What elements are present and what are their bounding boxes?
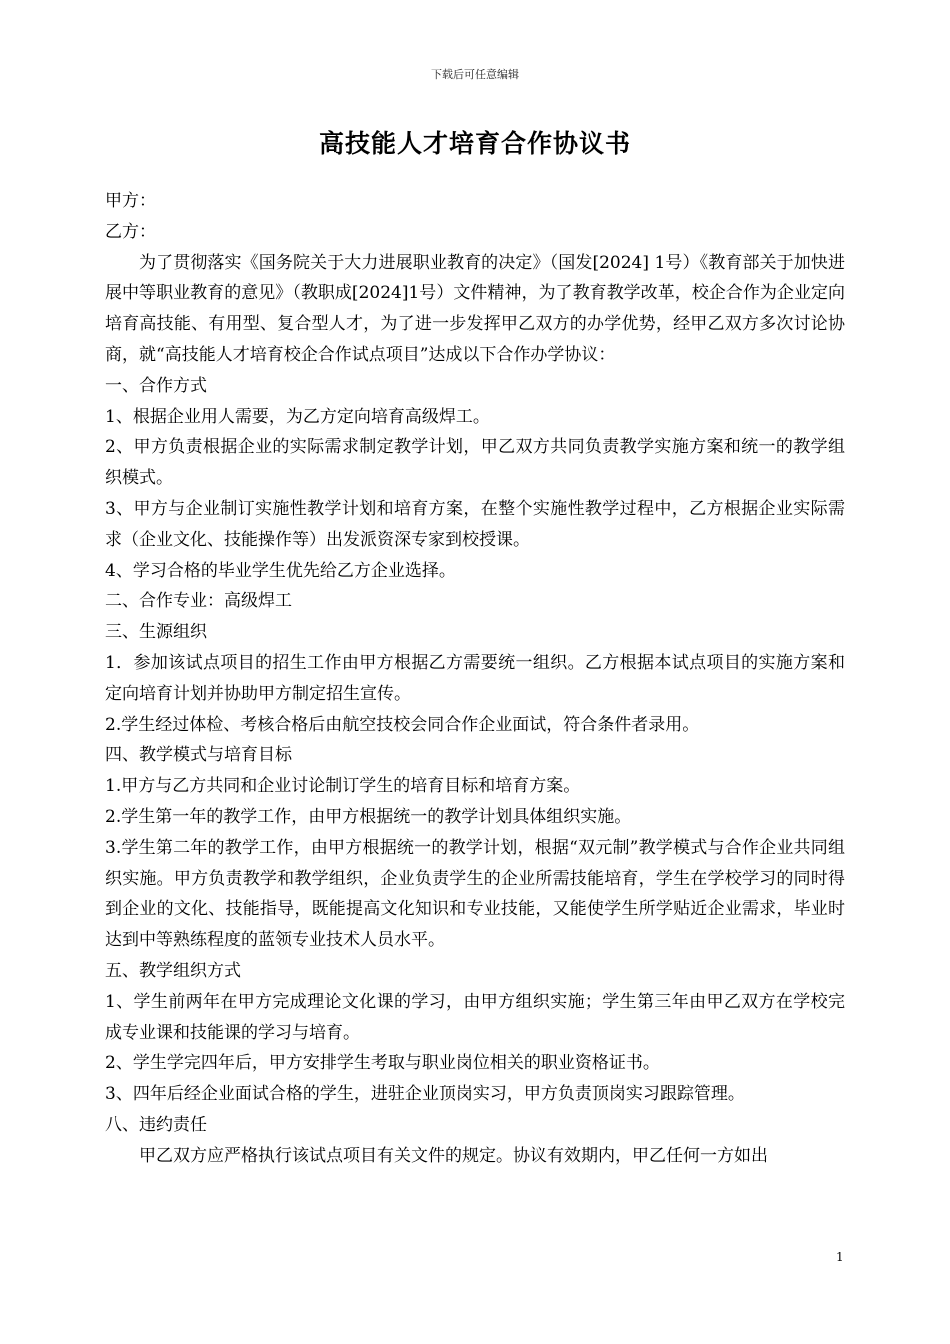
- section-heading: 八、违约责任: [105, 1114, 207, 1135]
- document-title: 高技能人才培育合作协议书: [318, 129, 631, 158]
- section-heading: 一、合作方式: [105, 375, 207, 396]
- list-item: 1．参加该试点项目的招生工作由甲方根据乙方需要统一组织。乙方根据本试点项目的实施方案和定向培育计划并协助甲方制定招生宣传。: [105, 652, 845, 704]
- intro-paragraph: 为了贯彻落实《国务院关于大力进展职业教育的决定》（国发[2024] 1号）《教育部关于加快进展中等职业教育的意见》（教职成[2024]1号）文件精神，为了教育教学改革，校企合作为企业定向培育高技能、有用型、复合型人才，为了进一步发挥甲乙双方的办学优势，经甲乙双方多次讨论协商，就“高技能人才培育校企合作试点项目”达成以下合作办学协议：: [105, 252, 845, 365]
- list-item: 2、甲方负责根据企业的实际需求制定教学计划，甲乙双方共同负责教学实施方案和统一的教学组织模式。: [105, 437, 845, 489]
- section-heading: 四、教学模式与培育目标: [105, 745, 292, 766]
- list-item: 2、学生学完四年后，甲方安排学生考取与职业岗位相关的职业资格证书。: [105, 1053, 660, 1074]
- list-item: 2.学生经过体检、考核合格后由航空技校会同合作企业面试，符合条件者录用。: [105, 714, 700, 735]
- list-item: 4、学习合格的毕业学生优先给乙方企业选择。: [105, 560, 456, 581]
- list-item: 3、四年后经企业面试合格的学生，进驻企业顶岗实习，甲方负责顶岗实习跟踪管理。: [105, 1084, 745, 1105]
- party-a-line: 甲方：: [105, 191, 156, 211]
- section-heading: 三、生源组织: [105, 622, 207, 643]
- party-b-line: 乙方：: [105, 221, 156, 242]
- page-header: 下载后可任意编辑: [431, 68, 519, 81]
- list-item: 1、学生前两年在甲方完成理论文化课的学习，由甲方组织实施；学生第三年由甲乙双方在学校完成专业课和技能课的学习与培育。: [105, 991, 845, 1043]
- section-heading: 五、教学组织方式: [105, 960, 241, 981]
- list-item: 3、甲方与企业制订实施性教学计划和培育方案，在整个实施性教学过程中，乙方根据企业实际需求（企业文化、技能操作等）出发派资深专家到校授课。: [105, 498, 845, 550]
- breach-paragraph: 甲乙双方应严格执行该试点项目有关文件的规定。协议有效期内，甲乙任何一方如出: [139, 1145, 768, 1166]
- page-number: 1: [836, 1250, 844, 1264]
- list-item: 1、根据企业用人需要，为乙方定向培育高级焊工。: [105, 406, 490, 427]
- list-item: 2.学生第一年的教学工作，由甲方根据统一的教学计划具体组织实施。: [105, 806, 632, 827]
- document-body: [105, 186, 845, 1172]
- list-item: 3.学生第二年的教学工作，由甲方根据统一的教学计划，根据“双元制”教学模式与合作企业共同组织实施。甲方负责教学和教学组织，企业负责学生的企业所需技能培育，学生在学校学习的同时得到企业的文化、技能指导，既能提高文化知识和专业技能，又能使学生所学贴近企业需求，毕业时达到中等熟练程度的蓝领专业技术人员水平。: [105, 837, 845, 951]
- section-heading: 二、合作专业：高级焊工: [105, 591, 292, 612]
- list-item: 1.甲方与乙方共同和企业讨论制订学生的培育目标和培育方案。: [105, 776, 581, 797]
